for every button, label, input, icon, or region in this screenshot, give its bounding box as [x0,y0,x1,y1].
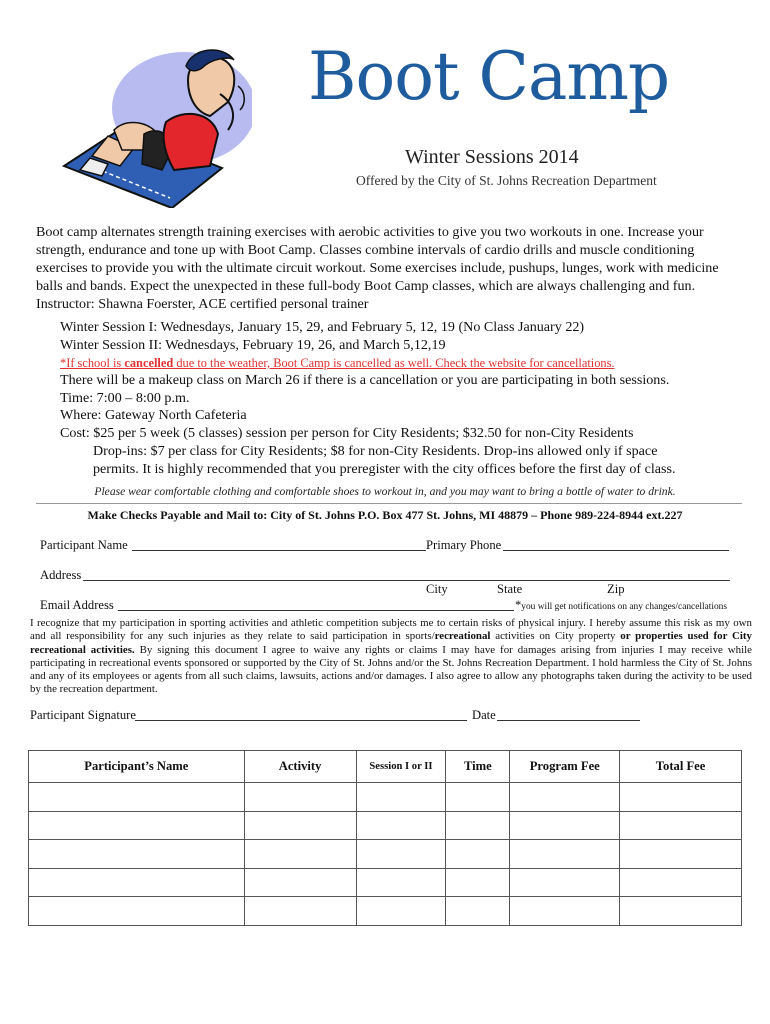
session-one: Winter Session I: Wednesdays, January 15, 29, and February 5, 12, 19 (No Class January 22) [60,319,585,335]
dropins-info-continued: permits. It is highly recommended that you preregister with the city offices before the first day of class. [93,461,676,477]
table-cell[interactable] [29,840,245,869]
table-cell[interactable] [620,783,742,812]
state-label: State [497,582,523,596]
col-session: Session I or II [356,751,446,783]
liability-waiver: I recognize that my participation in sporting activities and athletic competition subjects me to certain risks of physical injury. I hereby assume this risk as my own and all responsibility for any such injuries as they relate to said participation in sports/recreational activities on City property or properties used for City recreational activities. By signing this document I agree to waive any rights or claims I may have for damages arising from injuries I may receive while participating in recreational events sponsored or supported by the City of St. Johns and/or the St. Johns Recreation Department. I hold harmless the City of St. Johns and any of its employees or agents from all such claims, lawsuits, actions and/or damages. I also agree to allow any photographs taken during the activity to be used by the recreation department. [30,617,752,696]
participant-name-label: Participant Name [40,538,128,552]
primary-phone-field[interactable] [503,550,729,551]
boot-camp-clipart [62,38,252,208]
dropins-info: Drop-ins: $7 per class for City Residents; $8 for non-City Residents. Drop-ins allowed only if space [93,443,658,459]
table-cell[interactable] [510,897,620,926]
table-cell[interactable] [29,783,245,812]
table-cell[interactable] [620,897,742,926]
table-cell[interactable] [446,783,510,812]
table-cell[interactable] [510,868,620,897]
table-row [29,811,742,840]
table-row [29,897,742,926]
email-note: *you will get notifications on any changes/cancellations [515,598,727,612]
address-field[interactable] [83,580,730,581]
col-total-fee: Total Fee [620,751,742,783]
table-row [29,840,742,869]
table-cell[interactable] [356,811,446,840]
table-cell[interactable] [356,868,446,897]
makeup-class-info: There will be a makeup class on March 26 if there is a cancellation or you are participating in both sessions. [60,372,670,388]
table-row [29,868,742,897]
session-two: Winter Session II: Wednesdays, February 19, 26, and March 5,12,19 [60,337,446,353]
table-body [29,783,742,926]
table-cell[interactable] [446,868,510,897]
table-cell[interactable] [620,868,742,897]
page-subtitle: Winter Sessions 2014 [405,146,579,168]
date-label: Date [472,708,496,722]
cancellation-warning: *If school is cancelled due to the weather, Boot Camp is cancelled as well. Check the website for cancellations. [60,356,615,370]
time-info: Time: 7:00 – 8:00 p.m. [60,390,190,406]
table-cell[interactable] [510,840,620,869]
table-cell[interactable] [446,811,510,840]
divider [36,503,742,504]
table-cell[interactable] [356,783,446,812]
table-cell[interactable] [244,811,356,840]
table-cell[interactable] [244,840,356,869]
location-info: Where: Gateway North Cafeteria [60,407,247,423]
zip-label: Zip [607,582,625,596]
table-cell[interactable] [356,897,446,926]
signature-label: Participant Signature [30,708,136,722]
table-row [29,783,742,812]
table-cell[interactable] [244,868,356,897]
table-cell[interactable] [244,783,356,812]
table-cell[interactable] [29,811,245,840]
mailing-instructions: Make Checks Payable and Mail to: City of St. Johns P.O. Box 477 St. Johns, MI 48879 – Phone 989-224-8944 ext.227 [87,508,683,522]
table-cell[interactable] [510,783,620,812]
page-title: Boot Camp [308,38,670,115]
table-header-row [29,751,742,783]
col-program-fee: Program Fee [510,751,620,783]
table-cell[interactable] [29,897,245,926]
registration-table [28,750,742,926]
table-cell[interactable] [244,897,356,926]
clothing-note: Please wear comfortable clothing and comfortable shoes to workout in, and you may want to bring a bottle of water to drink. [94,485,676,498]
city-label: City [426,582,448,596]
offered-by-line: Offered by the City of St. Johns Recreation Department [356,173,657,188]
intro-paragraph: Boot camp alternates strength training exercises with aerobic activities to give you two workouts in one. Increase your strength, endurance and tone up with Boot Camp. Classes combine intervals of cardio drills and muscle conditioning exercises to provide you with the ultimate circuit workout. Some exercises include, pushups, lunges, work with medicine balls and bands. Expect the unexpected in these full-body Boot Camp classes, which are always challenging and fun. Instructor: Shawna Foerster, ACE certified personal trainer [36,224,719,312]
table-cell[interactable] [446,897,510,926]
signature-field[interactable] [135,720,467,721]
table-cell[interactable] [446,840,510,869]
table-cell[interactable] [510,811,620,840]
col-activity: Activity [244,751,356,783]
col-time: Time [446,751,510,783]
cost-info: Cost: $25 per 5 week (5 classes) session per person for City Residents; $32.50 for non-City Residents [60,425,634,441]
col-participant-name: Participant’s Name [29,751,245,783]
participant-name-field[interactable] [132,550,426,551]
table-cell[interactable] [620,840,742,869]
primary-phone-label: Primary Phone [426,538,502,552]
table-cell[interactable] [29,868,245,897]
email-label: Email Address [40,598,114,612]
table-cell[interactable] [620,811,742,840]
date-field[interactable] [497,720,640,721]
email-field[interactable] [118,610,514,611]
table-cell[interactable] [356,840,446,869]
address-label: Address [40,568,82,582]
